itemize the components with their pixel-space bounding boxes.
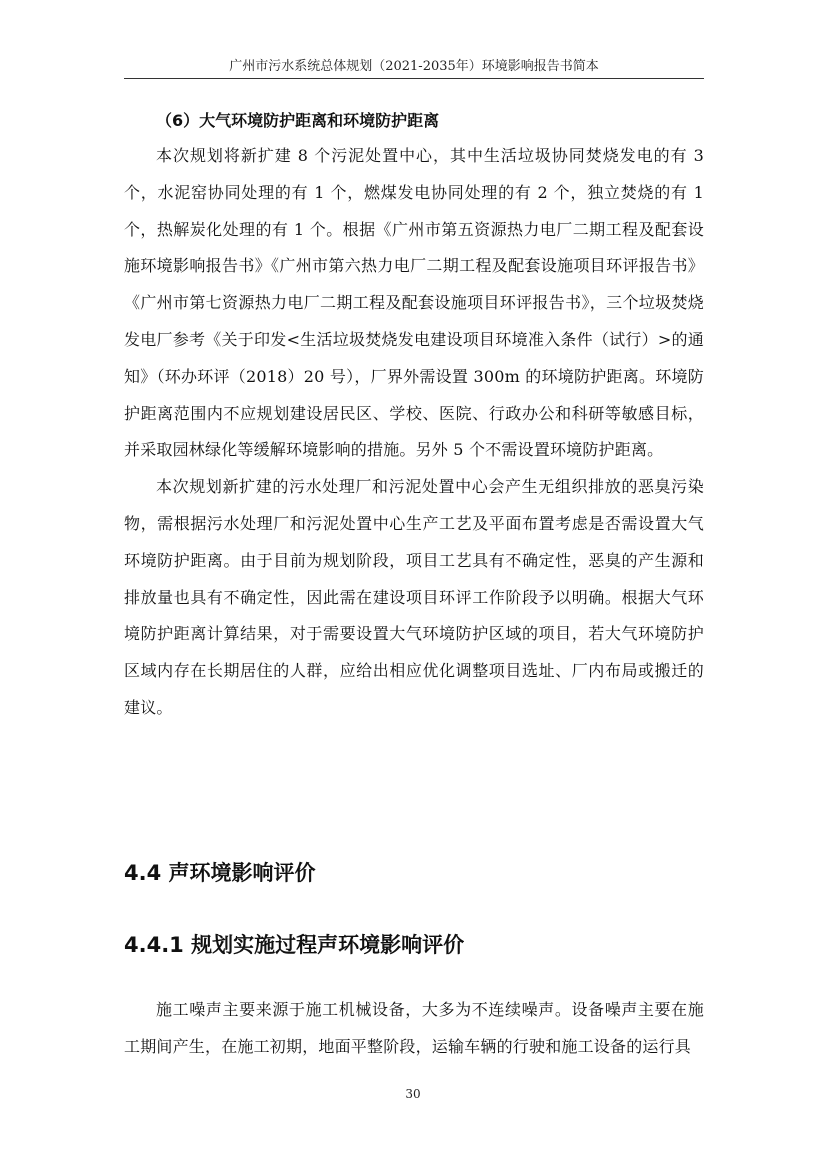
section-4-4-heading: 4.4 声环境影响评价 xyxy=(124,861,316,885)
section-4-4-1-heading: 4.4.1 规划实施过程声环境影响评价 xyxy=(124,933,465,957)
page-number: 30 xyxy=(405,1087,421,1101)
section-6-paragraph-2: 本次规划新扩建的污水处理厂和污泥处置中心会产生无组织排放的恶臭污染物，需根据污水处理厂和污泥处置中心生产工艺及平面布置考虑是否需设置大气环境防护距离。由于目前为规划阶段，项目工艺具有不确定性，恶臭的产生源和排放量也具有不确定性，因此需在建设项目环评工作阶段予以明确。根据大气环境防护距离计算结果，对于需要设置大气环境防护区域的项目，若大气环境防护区域内存在长期居住的人群，应给出相应优化调整项目选址、厂内布局或搬迁的建议。 xyxy=(124,477,704,717)
section-6-heading: （6）大气环境防护距离和环境防护距离 xyxy=(156,111,440,130)
header-title: 广州市污水系统总体规划（2021-2035年）环境影响报告书简本 xyxy=(229,59,599,74)
section-4-4-1-body xyxy=(124,992,704,1066)
section-4-4-1-paragraph: 施工噪声主要来源于施工机械设备，大多为不连续噪声。设备噪声主要在施工期间产生，在施工初期，地面平整阶段，运输车辆的行驶和施工设备的运行具 xyxy=(124,1000,704,1056)
page-header xyxy=(124,58,704,79)
main-content xyxy=(124,106,704,727)
section-6-paragraph-1: 本次规划将新扩建 8 个污泥处置中心，其中生活垃圾协同焚烧发电的有 3 个，水泥窑协同处理的有 1 个，燃煤发电协同处理的有 2 个，独立焚烧的有 1 个，热解炭化处理的有 1 个。根据《广州市第五资源热力电厂二期工程及配套设施环境影响报告书》《广州市第六热力电厂二期工程及配套设施项目环评报告书》《广州市第七资源热力电厂二期工程及配套设施项目环评报告书》，三个垃圾焚烧发电厂参考《关于印发<生活垃圾焚烧发电建设项目环境准入条件（试行）>的通知》（环办环评（2018）20 号），厂界外需设置 300m 的环境防护距离。环境防护距离范围内不应规划建设居民区、学校、医院、行政办公和科研等敏感目标，并采取园林绿化等缓解环境影响的措施。另外 5 个不需设置环境防护距离。 xyxy=(124,146,704,460)
